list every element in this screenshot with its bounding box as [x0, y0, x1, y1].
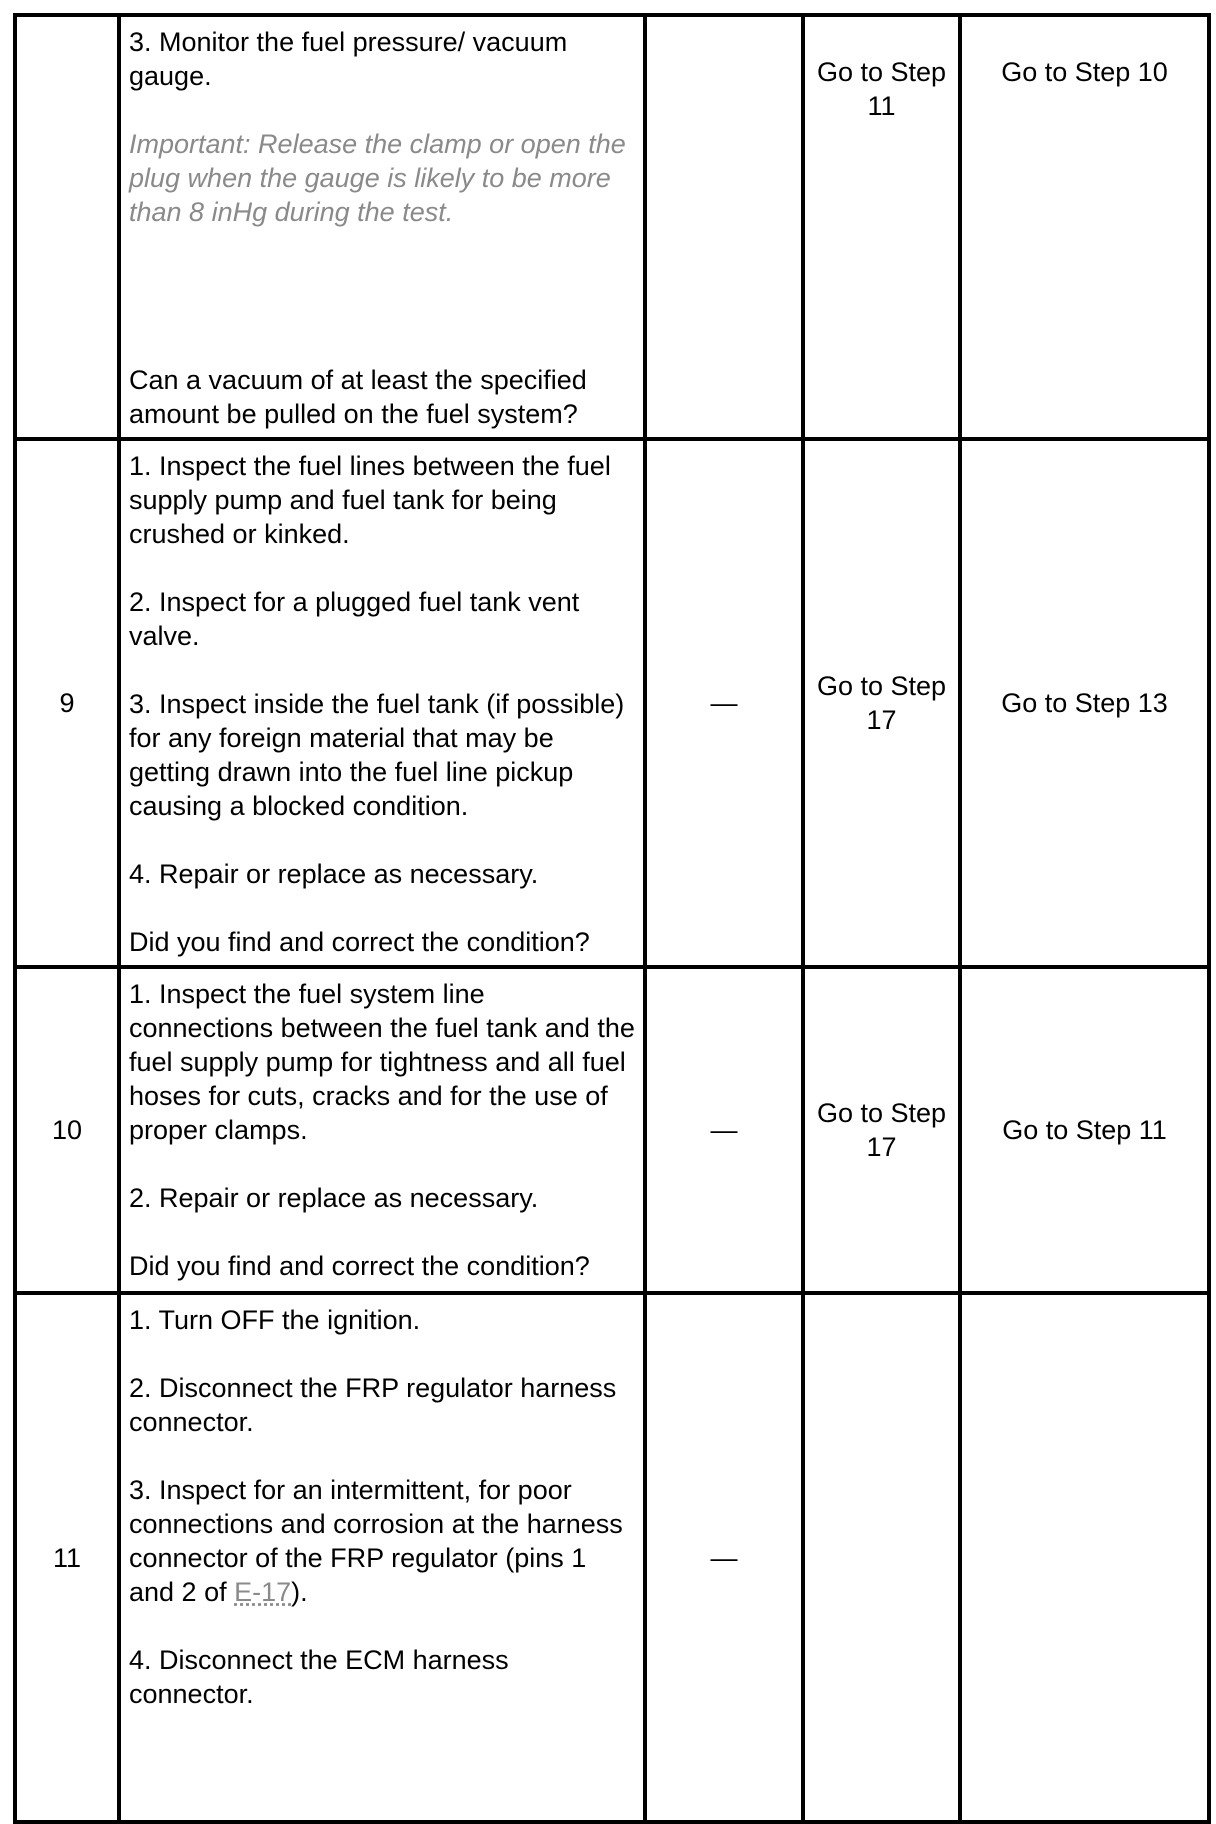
diagnostic-table-page [13, 13, 1207, 1765]
action-instruction: 1. Inspect the fuel lines between the fuel supply pump and fuel tank for being crushed or kinked. [129, 451, 611, 549]
yes-cell [803, 1293, 960, 1822]
no-cell: Go to Step 13 [960, 439, 1209, 967]
value-cell: — [645, 1293, 803, 1822]
value-cell [645, 15, 803, 439]
action-cell [119, 439, 645, 967]
value-cell: — [645, 967, 803, 1293]
action-cell [119, 1293, 645, 1822]
action-instruction [129, 1473, 635, 1609]
step-number-cell [15, 15, 119, 439]
table-row [15, 439, 1209, 967]
action-question: Did you find and correct the condition? [129, 1251, 590, 1281]
yes-cell: Go to Step 11 [803, 15, 960, 439]
action-instruction: 2. Repair or replace as necessary. [129, 1183, 539, 1213]
action-instruction: 4. Disconnect the ECM harness connector. [129, 1645, 509, 1709]
table-row [15, 15, 1209, 439]
action-instruction: 4. Repair or replace as necessary. [129, 859, 539, 889]
no-cell [960, 1293, 1209, 1822]
yes-cell: Go to Step 17 [803, 967, 960, 1293]
action-instruction: 2. Disconnect the FRP regulator harness connector. [129, 1373, 617, 1437]
action-cell [119, 15, 645, 439]
value-cell: — [645, 439, 803, 967]
step-number-cell: 11 [15, 1293, 119, 1822]
diagnostic-table [13, 13, 1211, 1824]
action-question: Did you find and correct the condition? [129, 927, 590, 957]
action-cell [119, 967, 645, 1293]
no-cell: Go to Step 10 [960, 15, 1209, 439]
action-instruction: 1. Turn OFF the ignition. [129, 1305, 421, 1335]
action-question: Can a vacuum of at least the specified amount be pulled on the fuel system? [129, 365, 587, 429]
action-text: 3. Inspect for an intermittent, for poor connections and corrosion at the harness connector of the FRP regulator (pins 1 and 2 of [129, 1475, 623, 1607]
action-instruction: 3. Inspect inside the fuel tank (if possible) for any foreign material that may be getting drawn into the fuel line pickup causing a blocked condition. [129, 689, 625, 821]
table-row [15, 1293, 1209, 1822]
action-text: ). [291, 1577, 308, 1607]
connector-link[interactable]: E-17 [234, 1577, 292, 1607]
spacer [129, 263, 635, 363]
table-row [15, 967, 1209, 1293]
action-instruction: 1. Inspect the fuel system line connections between the fuel tank and the fuel supply pump for tightness and all fuel hoses for cuts, cracks and for the use of proper clamps. [129, 979, 635, 1145]
step-number-cell: 9 [15, 439, 119, 967]
action-instruction: 3. Monitor the fuel pressure/ vacuum gauge. [129, 27, 568, 91]
action-instruction: 2. Inspect for a plugged fuel tank vent valve. [129, 587, 580, 651]
step-number-cell: 10 [15, 967, 119, 1293]
important-note: Important: Release the clamp or open the plug when the gauge is likely to be more than 8 inHg during the test. [129, 129, 626, 227]
no-cell: Go to Step 11 [960, 967, 1209, 1293]
yes-cell: Go to Step 17 [803, 439, 960, 967]
